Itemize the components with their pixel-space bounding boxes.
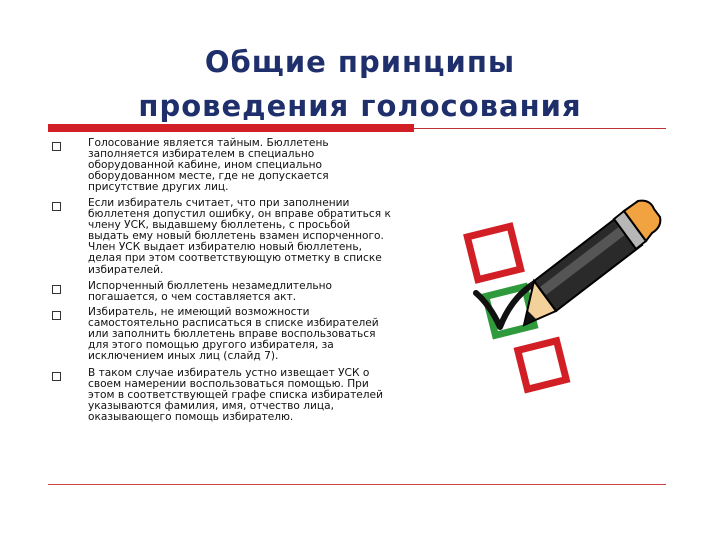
list-item-text: Испорченный бюллетень незамедлительно погашается, о чем составляется акт. bbox=[88, 280, 333, 304]
title-divider-red bbox=[48, 124, 414, 132]
list-item bbox=[52, 307, 432, 368]
ballot-illustration bbox=[438, 195, 664, 415]
title-divider bbox=[48, 124, 666, 132]
checkbox-bullet-icon bbox=[52, 311, 61, 320]
list-item bbox=[52, 281, 432, 307]
title-divider-thin bbox=[414, 128, 666, 129]
list-item-text: Избиратель, не имеющий возможности самостоятельно расписаться в списке избирателей или заполнить бюллетень вправе воспользоваться для этого помощью другого избирателя, за исключением иных лиц (слайд 7). bbox=[88, 306, 379, 363]
bullet-list bbox=[52, 138, 432, 428]
checkbox-icon bbox=[467, 226, 520, 279]
checkbox-bullet-icon bbox=[52, 285, 61, 294]
list-item-text: Голосование является тайным. Бюллетень заполняется избирателем в специально оборудованной кабине, ином специально оборудованном месте, где не допускается присутствие других лиц. bbox=[88, 137, 329, 194]
checkbox-bullet-icon bbox=[52, 372, 61, 381]
bottom-divider bbox=[48, 484, 666, 485]
title-line-2: проведения голосования bbox=[138, 89, 582, 123]
pencil-icon bbox=[524, 201, 660, 325]
checkbox-bullet-icon bbox=[52, 142, 61, 151]
list-item bbox=[52, 198, 432, 281]
title-line-1: Общие принципы bbox=[204, 45, 516, 79]
list-item-text: В таком случае избиратель устно извещает УСК о своем намерении воспользоваться помощью. При этом в соответствующей графе списка избирателей указываются фамилия, имя, отчество лица, оказывающего помощь избирателю. bbox=[88, 367, 383, 424]
page-title bbox=[60, 40, 660, 128]
checkbox-bullet-icon bbox=[52, 202, 61, 211]
list-item bbox=[52, 138, 432, 198]
checkbox-icon bbox=[518, 341, 566, 389]
list-item bbox=[52, 368, 432, 428]
list-item-text: Если избиратель считает, что при заполнении бюллетеня допустил ошибку, он вправе обратиться к члену УСК, выдавшему бюллетень, с просьбой выдать ему новый бюллетень взамен испорченного. Член УСК выдает избирателю новый бюллетень, делая при этом соответствующую отметку в списке избирателей. bbox=[88, 197, 391, 276]
